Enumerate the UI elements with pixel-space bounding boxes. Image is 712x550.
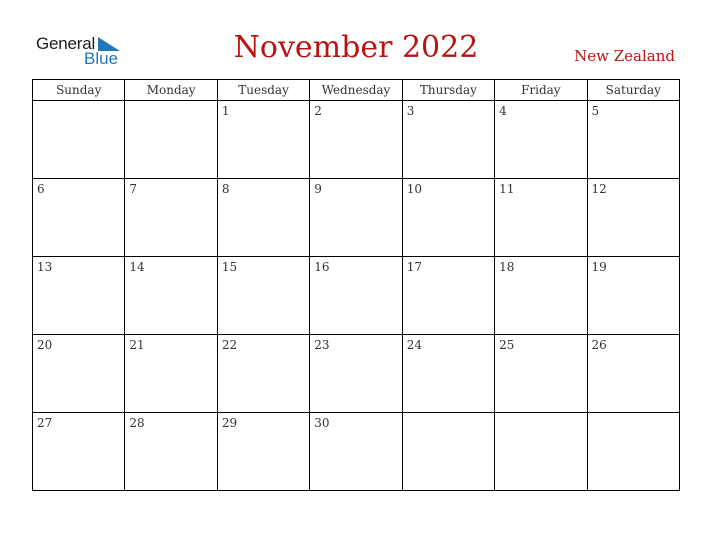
- day-number: 27: [37, 416, 53, 430]
- day-cell: [402, 101, 494, 179]
- day-number: [125, 101, 216, 104]
- day-number: 10: [406, 182, 422, 196]
- week-row-5: [33, 413, 680, 491]
- day-cell: [217, 413, 309, 491]
- day-cell: [495, 413, 587, 491]
- day-cell: [402, 179, 494, 257]
- day-number: 8: [221, 182, 230, 196]
- day-number: 2: [314, 104, 322, 118]
- week-row-2: [33, 179, 680, 257]
- day-cell: [310, 413, 402, 491]
- weekday-tuesday: Tuesday: [217, 80, 309, 101]
- week-row-3: [33, 257, 680, 335]
- day-cell: [125, 179, 217, 257]
- day-cell: [125, 257, 217, 335]
- day-cell: [402, 257, 494, 335]
- day-cell: [495, 335, 587, 413]
- day-cell: [310, 335, 402, 413]
- day-number: 1: [221, 104, 230, 118]
- day-cell: [217, 335, 309, 413]
- week-row-1: [33, 101, 680, 179]
- day-number: 25: [499, 338, 515, 352]
- day-number: 16: [314, 260, 330, 274]
- day-number: [495, 413, 586, 416]
- day-number: 15: [221, 260, 238, 274]
- day-number: 12: [591, 182, 607, 196]
- day-number: 13: [37, 260, 53, 274]
- day-number: 22: [221, 338, 238, 352]
- day-number: 17: [406, 260, 422, 274]
- day-number: 19: [591, 260, 607, 274]
- day-cell: [587, 257, 679, 335]
- calendar-grid: [32, 79, 680, 491]
- day-cell: [495, 101, 587, 179]
- day-number: [588, 413, 679, 416]
- day-number: 9: [314, 182, 322, 196]
- week-row-4: [33, 335, 680, 413]
- calendar-title: November 2022: [233, 30, 479, 65]
- day-number: 20: [37, 338, 53, 352]
- day-number: 29: [221, 416, 238, 430]
- day-number: 26: [591, 338, 607, 352]
- day-number: 23: [314, 338, 330, 352]
- day-number: [33, 101, 124, 104]
- weekday-thursday: Thursday: [402, 80, 494, 101]
- day-cell: [495, 257, 587, 335]
- day-number: 11: [499, 182, 515, 196]
- day-number: 14: [129, 260, 145, 274]
- weekday-saturday: Saturday: [587, 80, 679, 101]
- day-cell: [125, 335, 217, 413]
- day-number: 7: [129, 182, 138, 196]
- day-cell: [310, 101, 402, 179]
- day-cell: [587, 101, 679, 179]
- day-cell: [402, 413, 494, 491]
- day-cell: [495, 179, 587, 257]
- day-cell: [217, 257, 309, 335]
- day-cell: [310, 179, 402, 257]
- day-cell: [33, 101, 125, 179]
- day-number: 21: [129, 338, 145, 352]
- day-cell: [402, 335, 494, 413]
- weekday-sunday: Sunday: [33, 80, 125, 101]
- day-cell: [125, 413, 217, 491]
- logo-text-general: General: [36, 34, 96, 53]
- day-number: 28: [129, 416, 145, 430]
- day-cell: [587, 179, 679, 257]
- day-cell: [587, 335, 679, 413]
- day-number: 18: [499, 260, 515, 274]
- weekday-monday: Monday: [125, 80, 217, 101]
- day-cell: [587, 413, 679, 491]
- day-cell: [217, 101, 309, 179]
- day-cell: [217, 179, 309, 257]
- day-cell: [310, 257, 402, 335]
- country-label: New Zealand: [574, 47, 675, 65]
- day-cell: [125, 101, 217, 179]
- day-cell: [33, 335, 125, 413]
- day-number: 24: [406, 338, 422, 352]
- logo-text-blue: Blue: [84, 49, 119, 68]
- weekday-wednesday: Wednesday: [310, 80, 402, 101]
- day-number: 4: [499, 104, 507, 118]
- day-cell: [33, 179, 125, 257]
- day-number: 6: [37, 182, 45, 196]
- day-number: 30: [314, 416, 330, 430]
- day-cell: [33, 413, 125, 491]
- weekday-header-row: [33, 80, 680, 101]
- day-cell: [33, 257, 125, 335]
- day-number: 5: [591, 104, 600, 118]
- weekday-friday: Friday: [495, 80, 587, 101]
- day-number: [403, 413, 494, 416]
- day-number: 3: [406, 104, 415, 118]
